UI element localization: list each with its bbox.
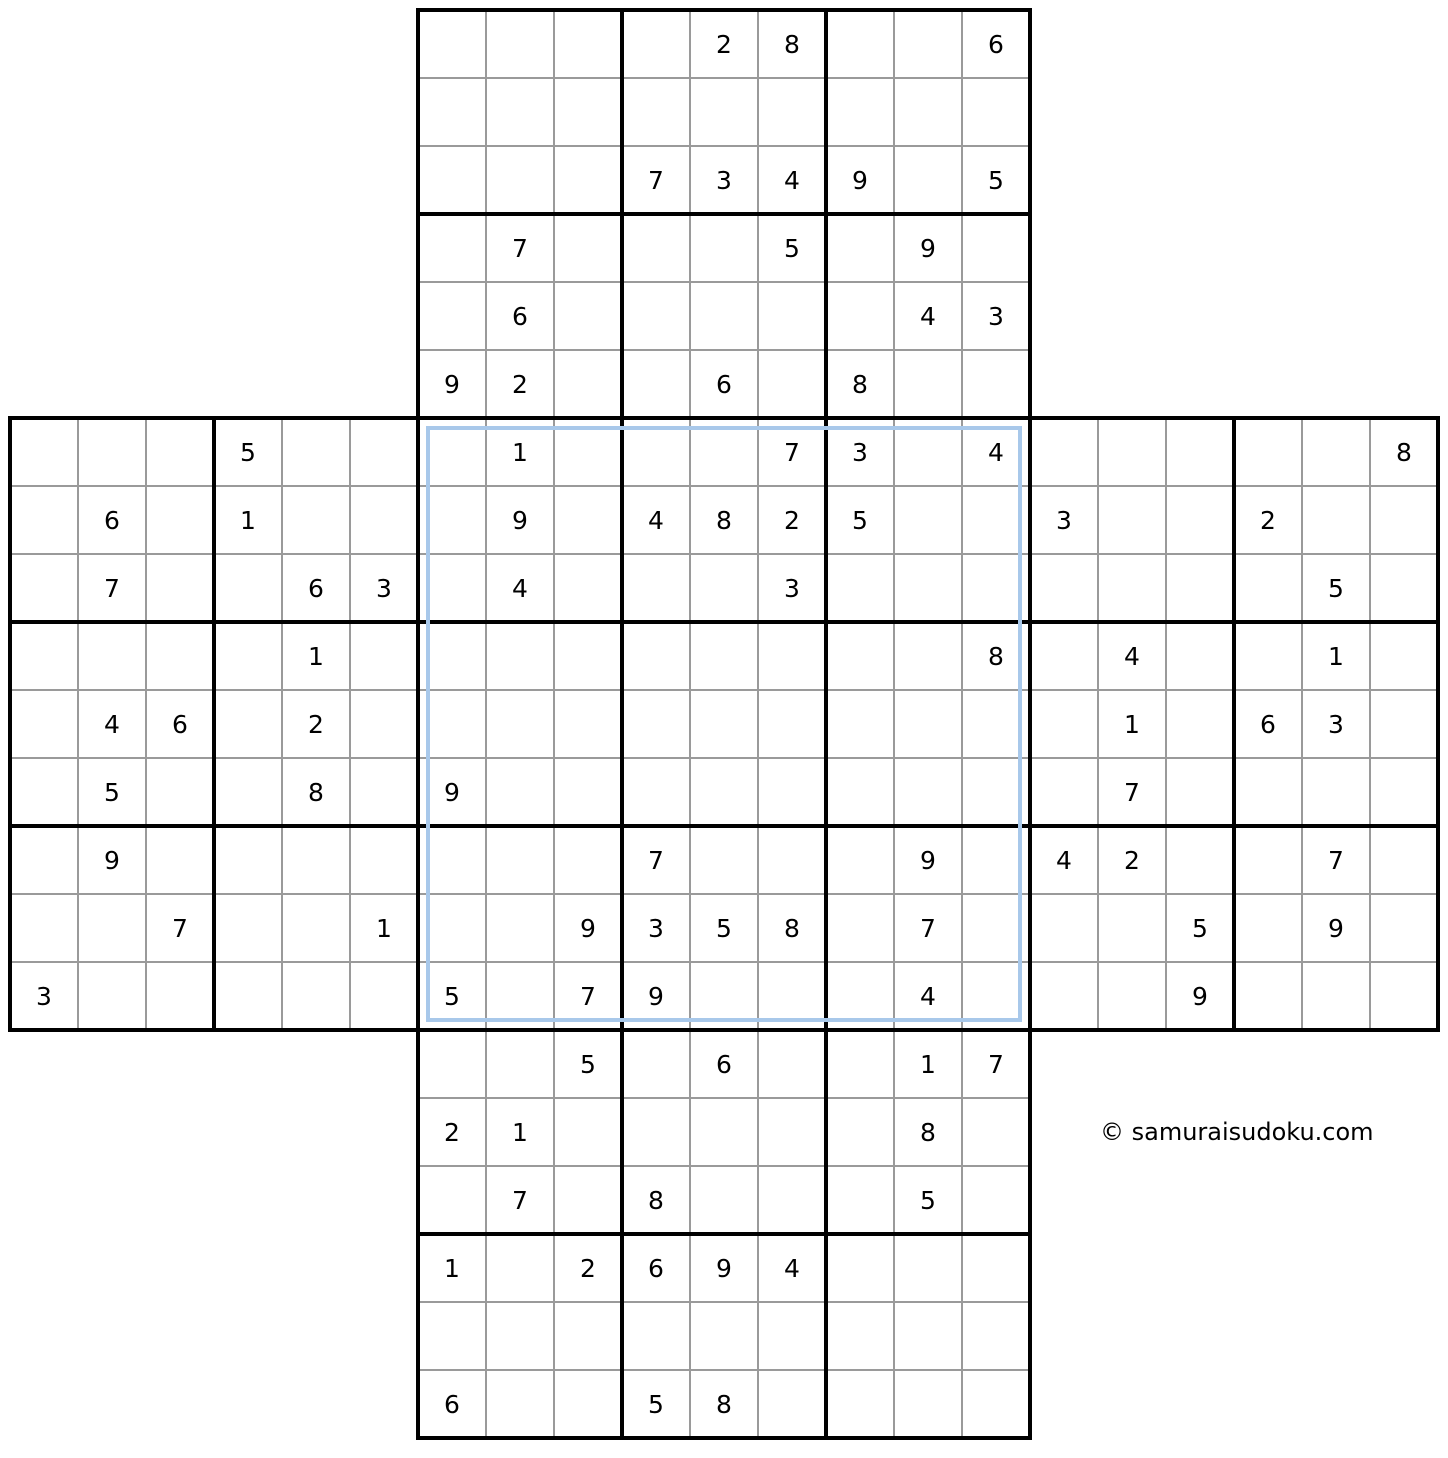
sudoku-cell[interactable]: 4 (962, 418, 1030, 486)
sudoku-cell[interactable]: 2 (690, 10, 758, 78)
sudoku-cell[interactable] (758, 622, 826, 690)
sudoku-cell[interactable] (214, 554, 282, 622)
sudoku-cell[interactable] (418, 554, 486, 622)
sudoku-cell[interactable] (486, 622, 554, 690)
sudoku-cell[interactable]: 1 (282, 622, 350, 690)
sudoku-cell[interactable] (690, 622, 758, 690)
sudoku-cell[interactable] (962, 826, 1030, 894)
sudoku-cell[interactable]: 9 (554, 894, 622, 962)
sudoku-cell[interactable] (10, 486, 78, 554)
sudoku-cell[interactable] (418, 1166, 486, 1234)
sudoku-cell[interactable] (758, 690, 826, 758)
copyright-text: © samuraisudoku.com (1100, 1118, 1374, 1146)
sudoku-cell[interactable]: 6 (486, 282, 554, 350)
sudoku-cell[interactable]: 9 (418, 350, 486, 418)
sudoku-cell[interactable] (758, 1030, 826, 1098)
sudoku-cell[interactable]: 5 (894, 1166, 962, 1234)
sudoku-cell[interactable] (826, 894, 894, 962)
sudoku-cell[interactable]: 1 (1098, 690, 1166, 758)
sudoku-cell[interactable] (690, 78, 758, 146)
sudoku-cell[interactable] (962, 1370, 1030, 1438)
sudoku-cell[interactable] (894, 1370, 962, 1438)
sudoku-cell[interactable] (554, 350, 622, 418)
sudoku-cell[interactable] (418, 894, 486, 962)
sudoku-cell[interactable]: 2 (758, 486, 826, 554)
sudoku-cell[interactable]: 7 (486, 214, 554, 282)
sudoku-cell[interactable] (1370, 826, 1438, 894)
sudoku-cell[interactable]: 9 (894, 214, 962, 282)
sudoku-cell[interactable] (10, 894, 78, 962)
sudoku-cell[interactable] (554, 758, 622, 826)
sudoku-cell[interactable] (622, 1098, 690, 1166)
sudoku-cell[interactable] (690, 690, 758, 758)
sudoku-cell[interactable] (554, 418, 622, 486)
sudoku-cell[interactable] (690, 282, 758, 350)
sudoku-cell[interactable]: 7 (1098, 758, 1166, 826)
sudoku-cell[interactable] (622, 350, 690, 418)
sudoku-cell[interactable] (758, 350, 826, 418)
sudoku-cell[interactable] (554, 1370, 622, 1438)
sudoku-cell[interactable] (826, 758, 894, 826)
sudoku-cell[interactable]: 2 (486, 350, 554, 418)
sudoku-cell[interactable]: 7 (962, 1030, 1030, 1098)
sudoku-cell[interactable]: 7 (622, 146, 690, 214)
sudoku-cell[interactable]: 6 (146, 690, 214, 758)
sudoku-cell[interactable]: 1 (350, 894, 418, 962)
sudoku-cell[interactable] (690, 758, 758, 826)
sudoku-cell[interactable]: 5 (1302, 554, 1370, 622)
sudoku-cell[interactable] (894, 78, 962, 146)
sudoku-cell[interactable]: 5 (690, 894, 758, 962)
sudoku-cell[interactable] (758, 758, 826, 826)
sudoku-cell[interactable] (758, 1370, 826, 1438)
sudoku-cell[interactable] (622, 622, 690, 690)
sudoku-cell[interactable]: 5 (214, 418, 282, 486)
sudoku-cell[interactable] (146, 962, 214, 1030)
sudoku-cell[interactable] (622, 10, 690, 78)
sudoku-cell[interactable] (962, 486, 1030, 554)
sudoku-cell[interactable]: 6 (78, 486, 146, 554)
sudoku-cell[interactable]: 3 (10, 962, 78, 1030)
sudoku-cell[interactable] (554, 1166, 622, 1234)
sudoku-cell[interactable] (554, 826, 622, 894)
sudoku-cell[interactable] (1302, 418, 1370, 486)
sudoku-cell[interactable]: 3 (826, 418, 894, 486)
sudoku-cell[interactable] (962, 758, 1030, 826)
sudoku-cell[interactable] (486, 962, 554, 1030)
sudoku-cell[interactable] (418, 214, 486, 282)
sudoku-cell[interactable] (1370, 962, 1438, 1030)
sudoku-cell[interactable] (894, 1234, 962, 1302)
sudoku-cell[interactable]: 9 (894, 826, 962, 894)
sudoku-cell[interactable] (486, 826, 554, 894)
sudoku-cell[interactable] (894, 146, 962, 214)
sudoku-cell[interactable] (418, 622, 486, 690)
sudoku-cell[interactable] (622, 690, 690, 758)
sudoku-cell[interactable]: 1 (418, 1234, 486, 1302)
sudoku-cell[interactable] (622, 758, 690, 826)
sudoku-cell[interactable]: 3 (962, 282, 1030, 350)
sudoku-cell[interactable] (1030, 758, 1098, 826)
sudoku-cell[interactable] (1234, 418, 1302, 486)
sudoku-cell[interactable] (1370, 554, 1438, 622)
sudoku-cell[interactable] (962, 214, 1030, 282)
sudoku-cell[interactable] (78, 622, 146, 690)
sudoku-cell[interactable]: 9 (78, 826, 146, 894)
sudoku-cell[interactable] (10, 622, 78, 690)
sudoku-cell[interactable] (826, 78, 894, 146)
sudoku-cell[interactable] (282, 894, 350, 962)
sudoku-cell[interactable] (690, 1166, 758, 1234)
sudoku-cell[interactable] (554, 622, 622, 690)
sudoku-cell[interactable]: 8 (758, 894, 826, 962)
sudoku-cell[interactable] (826, 1030, 894, 1098)
sudoku-cell[interactable] (1166, 418, 1234, 486)
sudoku-cell[interactable] (554, 146, 622, 214)
sudoku-cell[interactable]: 1 (486, 1098, 554, 1166)
sudoku-cell[interactable]: 4 (1030, 826, 1098, 894)
sudoku-cell[interactable] (1030, 962, 1098, 1030)
sudoku-cell[interactable] (622, 78, 690, 146)
sudoku-cell[interactable] (146, 486, 214, 554)
sudoku-cell[interactable]: 9 (1302, 894, 1370, 962)
sudoku-cell[interactable]: 5 (758, 214, 826, 282)
sudoku-cell[interactable] (486, 1302, 554, 1370)
sudoku-cell[interactable] (486, 690, 554, 758)
sudoku-cell[interactable] (826, 1166, 894, 1234)
sudoku-cell[interactable] (350, 758, 418, 826)
sudoku-cell[interactable] (10, 554, 78, 622)
sudoku-cell[interactable] (962, 554, 1030, 622)
sudoku-cell[interactable] (1302, 962, 1370, 1030)
sudoku-cell[interactable] (894, 10, 962, 78)
sudoku-cell[interactable] (350, 962, 418, 1030)
sudoku-cell[interactable] (962, 1234, 1030, 1302)
sudoku-cell[interactable] (826, 1302, 894, 1370)
sudoku-cell[interactable] (894, 554, 962, 622)
sudoku-cell[interactable] (1030, 690, 1098, 758)
sudoku-cell[interactable]: 1 (214, 486, 282, 554)
sudoku-cell[interactable] (486, 146, 554, 214)
sudoku-cell[interactable]: 4 (1098, 622, 1166, 690)
sudoku-cell[interactable] (554, 1098, 622, 1166)
sudoku-cell[interactable] (1302, 486, 1370, 554)
sudoku-cell[interactable] (690, 962, 758, 1030)
sudoku-cell[interactable] (554, 690, 622, 758)
sudoku-cell[interactable] (690, 554, 758, 622)
sudoku-cell[interactable]: 5 (78, 758, 146, 826)
sudoku-cell[interactable]: 8 (282, 758, 350, 826)
sudoku-cell[interactable] (146, 554, 214, 622)
sudoku-cell[interactable] (78, 894, 146, 962)
sudoku-cell[interactable] (486, 1234, 554, 1302)
sudoku-cell[interactable] (1166, 554, 1234, 622)
sudoku-cell[interactable] (758, 1166, 826, 1234)
sudoku-cell[interactable] (1370, 894, 1438, 962)
sudoku-cell[interactable] (350, 622, 418, 690)
sudoku-cell[interactable] (758, 282, 826, 350)
sudoku-cell[interactable] (214, 894, 282, 962)
sudoku-cell[interactable] (690, 1302, 758, 1370)
sudoku-cell[interactable]: 9 (486, 486, 554, 554)
sudoku-cell[interactable] (622, 554, 690, 622)
sudoku-cell[interactable] (554, 1302, 622, 1370)
sudoku-cell[interactable] (146, 622, 214, 690)
sudoku-cell[interactable] (758, 962, 826, 1030)
sudoku-cell[interactable]: 7 (758, 418, 826, 486)
sudoku-cell[interactable] (962, 1302, 1030, 1370)
sudoku-cell[interactable] (418, 78, 486, 146)
sudoku-cell[interactable] (962, 690, 1030, 758)
sudoku-cell[interactable] (826, 282, 894, 350)
sudoku-cell[interactable] (418, 1302, 486, 1370)
sudoku-cell[interactable] (146, 758, 214, 826)
sudoku-cell[interactable] (486, 758, 554, 826)
sudoku-cell[interactable] (894, 622, 962, 690)
sudoku-cell[interactable]: 6 (962, 10, 1030, 78)
sudoku-cell[interactable]: 2 (1234, 486, 1302, 554)
sudoku-cell[interactable] (78, 962, 146, 1030)
sudoku-cell[interactable] (826, 1098, 894, 1166)
sudoku-cell[interactable] (1370, 758, 1438, 826)
sudoku-cell[interactable] (622, 1030, 690, 1098)
sudoku-cell[interactable] (418, 826, 486, 894)
sudoku-cell[interactable]: 8 (690, 486, 758, 554)
sudoku-cell[interactable]: 2 (418, 1098, 486, 1166)
sudoku-cell[interactable] (690, 1098, 758, 1166)
sudoku-cell[interactable] (1234, 894, 1302, 962)
sudoku-cell[interactable] (962, 894, 1030, 962)
sudoku-cell[interactable]: 7 (622, 826, 690, 894)
sudoku-cell[interactable]: 5 (962, 146, 1030, 214)
sudoku-cell[interactable]: 1 (1302, 622, 1370, 690)
sudoku-cell[interactable]: 9 (826, 146, 894, 214)
sudoku-cell[interactable] (758, 1098, 826, 1166)
sudoku-cell[interactable]: 4 (758, 146, 826, 214)
sudoku-cell[interactable] (894, 758, 962, 826)
sudoku-cell[interactable] (894, 486, 962, 554)
sudoku-cell[interactable]: 1 (894, 1030, 962, 1098)
sudoku-cell[interactable] (622, 1302, 690, 1370)
sudoku-cell[interactable] (826, 962, 894, 1030)
sudoku-cell[interactable] (78, 418, 146, 486)
sudoku-cell[interactable] (214, 826, 282, 894)
sudoku-cell[interactable]: 4 (894, 962, 962, 1030)
sudoku-cell[interactable] (10, 758, 78, 826)
sudoku-cell[interactable] (418, 690, 486, 758)
sudoku-cell[interactable]: 8 (826, 350, 894, 418)
sudoku-cell[interactable] (1166, 622, 1234, 690)
sudoku-cell[interactable]: 5 (418, 962, 486, 1030)
sudoku-cell[interactable] (1234, 962, 1302, 1030)
sudoku-cell[interactable] (554, 554, 622, 622)
sudoku-cell[interactable]: 9 (418, 758, 486, 826)
sudoku-cell[interactable]: 4 (622, 486, 690, 554)
sudoku-cell[interactable]: 2 (554, 1234, 622, 1302)
sudoku-cell[interactable] (1234, 554, 1302, 622)
sudoku-cell[interactable] (1234, 826, 1302, 894)
sudoku-cell[interactable] (214, 758, 282, 826)
sudoku-cell[interactable] (758, 78, 826, 146)
sudoku-cell[interactable] (826, 554, 894, 622)
sudoku-cell[interactable] (1302, 758, 1370, 826)
sudoku-cell[interactable] (554, 10, 622, 78)
sudoku-cell[interactable]: 3 (758, 554, 826, 622)
sudoku-cell[interactable]: 7 (894, 894, 962, 962)
sudoku-cell[interactable]: 6 (1234, 690, 1302, 758)
sudoku-cell[interactable] (758, 1302, 826, 1370)
sudoku-cell[interactable] (962, 962, 1030, 1030)
sudoku-cell[interactable]: 8 (622, 1166, 690, 1234)
sudoku-cell[interactable] (146, 418, 214, 486)
sudoku-cell[interactable] (826, 690, 894, 758)
sudoku-cell[interactable] (486, 894, 554, 962)
sudoku-cell[interactable] (554, 78, 622, 146)
sudoku-cell[interactable] (622, 282, 690, 350)
sudoku-cell[interactable] (1234, 622, 1302, 690)
sudoku-cell[interactable]: 8 (962, 622, 1030, 690)
sudoku-cell[interactable] (622, 418, 690, 486)
sudoku-cell[interactable] (1166, 486, 1234, 554)
sudoku-cell[interactable] (350, 826, 418, 894)
sudoku-cell[interactable] (282, 962, 350, 1030)
sudoku-cell[interactable] (146, 826, 214, 894)
sudoku-cell[interactable]: 5 (554, 1030, 622, 1098)
sudoku-cell[interactable] (1030, 894, 1098, 962)
sudoku-cell[interactable]: 5 (826, 486, 894, 554)
sudoku-cell[interactable]: 8 (894, 1098, 962, 1166)
sudoku-cell[interactable]: 4 (78, 690, 146, 758)
sudoku-cell[interactable]: 7 (554, 962, 622, 1030)
sudoku-cell[interactable]: 6 (282, 554, 350, 622)
sudoku-cell[interactable] (962, 78, 1030, 146)
sudoku-cell[interactable]: 2 (1098, 826, 1166, 894)
sudoku-cell[interactable] (1030, 622, 1098, 690)
sudoku-cell[interactable] (282, 826, 350, 894)
sudoku-cell[interactable]: 5 (622, 1370, 690, 1438)
sudoku-cell[interactable]: 7 (78, 554, 146, 622)
sudoku-cell[interactable] (962, 1098, 1030, 1166)
sudoku-cell[interactable]: 3 (1302, 690, 1370, 758)
sudoku-cell[interactable]: 8 (690, 1370, 758, 1438)
sudoku-cell[interactable]: 7 (1302, 826, 1370, 894)
sudoku-cell[interactable] (1166, 690, 1234, 758)
sudoku-cell[interactable] (282, 486, 350, 554)
sudoku-cell[interactable] (1166, 826, 1234, 894)
sudoku-cell[interactable]: 7 (146, 894, 214, 962)
sudoku-cell[interactable] (418, 282, 486, 350)
sudoku-cell[interactable]: 2 (282, 690, 350, 758)
sudoku-cell[interactable] (10, 690, 78, 758)
sudoku-cell[interactable] (10, 826, 78, 894)
sudoku-cell[interactable] (1370, 486, 1438, 554)
sudoku-cell[interactable] (350, 486, 418, 554)
sudoku-cell[interactable]: 9 (690, 1234, 758, 1302)
sudoku-cell[interactable] (486, 1370, 554, 1438)
sudoku-cell[interactable] (826, 622, 894, 690)
sudoku-cell[interactable] (554, 282, 622, 350)
sudoku-cell[interactable]: 3 (350, 554, 418, 622)
sudoku-cell[interactable] (826, 826, 894, 894)
sudoku-cell[interactable] (690, 826, 758, 894)
sudoku-cell[interactable]: 5 (1166, 894, 1234, 962)
sudoku-cell[interactable] (826, 1370, 894, 1438)
sudoku-cell[interactable] (690, 418, 758, 486)
sudoku-cell[interactable] (1030, 554, 1098, 622)
sudoku-cell[interactable] (826, 1234, 894, 1302)
sudoku-cell[interactable]: 6 (690, 1030, 758, 1098)
sudoku-cell[interactable]: 4 (486, 554, 554, 622)
sudoku-cell[interactable] (350, 418, 418, 486)
sudoku-cell[interactable]: 8 (1370, 418, 1438, 486)
sudoku-cell[interactable]: 4 (894, 282, 962, 350)
sudoku-cell[interactable]: 6 (690, 350, 758, 418)
sudoku-cell[interactable] (622, 214, 690, 282)
sudoku-cell[interactable]: 9 (1166, 962, 1234, 1030)
sudoku-cell[interactable] (1098, 554, 1166, 622)
sudoku-cell[interactable] (1370, 690, 1438, 758)
sudoku-cell[interactable] (418, 10, 486, 78)
sudoku-cell[interactable] (1234, 758, 1302, 826)
sudoku-cell[interactable]: 8 (758, 10, 826, 78)
sudoku-cell[interactable]: 9 (622, 962, 690, 1030)
sudoku-cell[interactable] (214, 622, 282, 690)
sudoku-cell[interactable]: 7 (486, 1166, 554, 1234)
sudoku-cell[interactable] (1030, 418, 1098, 486)
sudoku-cell[interactable]: 3 (622, 894, 690, 962)
sudoku-cell[interactable] (894, 350, 962, 418)
sudoku-cell[interactable] (350, 690, 418, 758)
sudoku-cell[interactable] (1098, 962, 1166, 1030)
sudoku-cell[interactable] (1098, 894, 1166, 962)
sudoku-cell[interactable] (1166, 758, 1234, 826)
sudoku-cell[interactable] (418, 418, 486, 486)
sudoku-cell[interactable] (894, 690, 962, 758)
sudoku-cell[interactable] (826, 10, 894, 78)
sudoku-cell[interactable] (826, 214, 894, 282)
sudoku-cell[interactable] (486, 10, 554, 78)
sudoku-cell[interactable] (486, 78, 554, 146)
sudoku-cell[interactable] (554, 486, 622, 554)
sudoku-cell[interactable] (894, 1302, 962, 1370)
sudoku-cell[interactable]: 1 (486, 418, 554, 486)
sudoku-cell[interactable] (10, 418, 78, 486)
sudoku-cell[interactable]: 6 (418, 1370, 486, 1438)
sudoku-cell[interactable] (1098, 418, 1166, 486)
sudoku-cell[interactable] (418, 486, 486, 554)
sudoku-cell[interactable] (214, 690, 282, 758)
sudoku-cell[interactable] (962, 1166, 1030, 1234)
sudoku-cell[interactable] (758, 826, 826, 894)
sudoku-cell[interactable] (486, 1030, 554, 1098)
sudoku-cell[interactable]: 4 (758, 1234, 826, 1302)
sudoku-cell[interactable]: 6 (622, 1234, 690, 1302)
sudoku-cell[interactable] (282, 418, 350, 486)
sudoku-cell[interactable] (1370, 622, 1438, 690)
sudoku-cell[interactable] (418, 146, 486, 214)
sudoku-cell[interactable] (554, 214, 622, 282)
sudoku-cell[interactable] (894, 418, 962, 486)
sudoku-cell[interactable] (418, 1030, 486, 1098)
sudoku-cell[interactable] (214, 962, 282, 1030)
sudoku-cell[interactable] (1098, 486, 1166, 554)
sudoku-cell[interactable]: 3 (690, 146, 758, 214)
sudoku-cell[interactable] (962, 350, 1030, 418)
sudoku-cell[interactable] (690, 214, 758, 282)
sudoku-cell[interactable]: 3 (1030, 486, 1098, 554)
